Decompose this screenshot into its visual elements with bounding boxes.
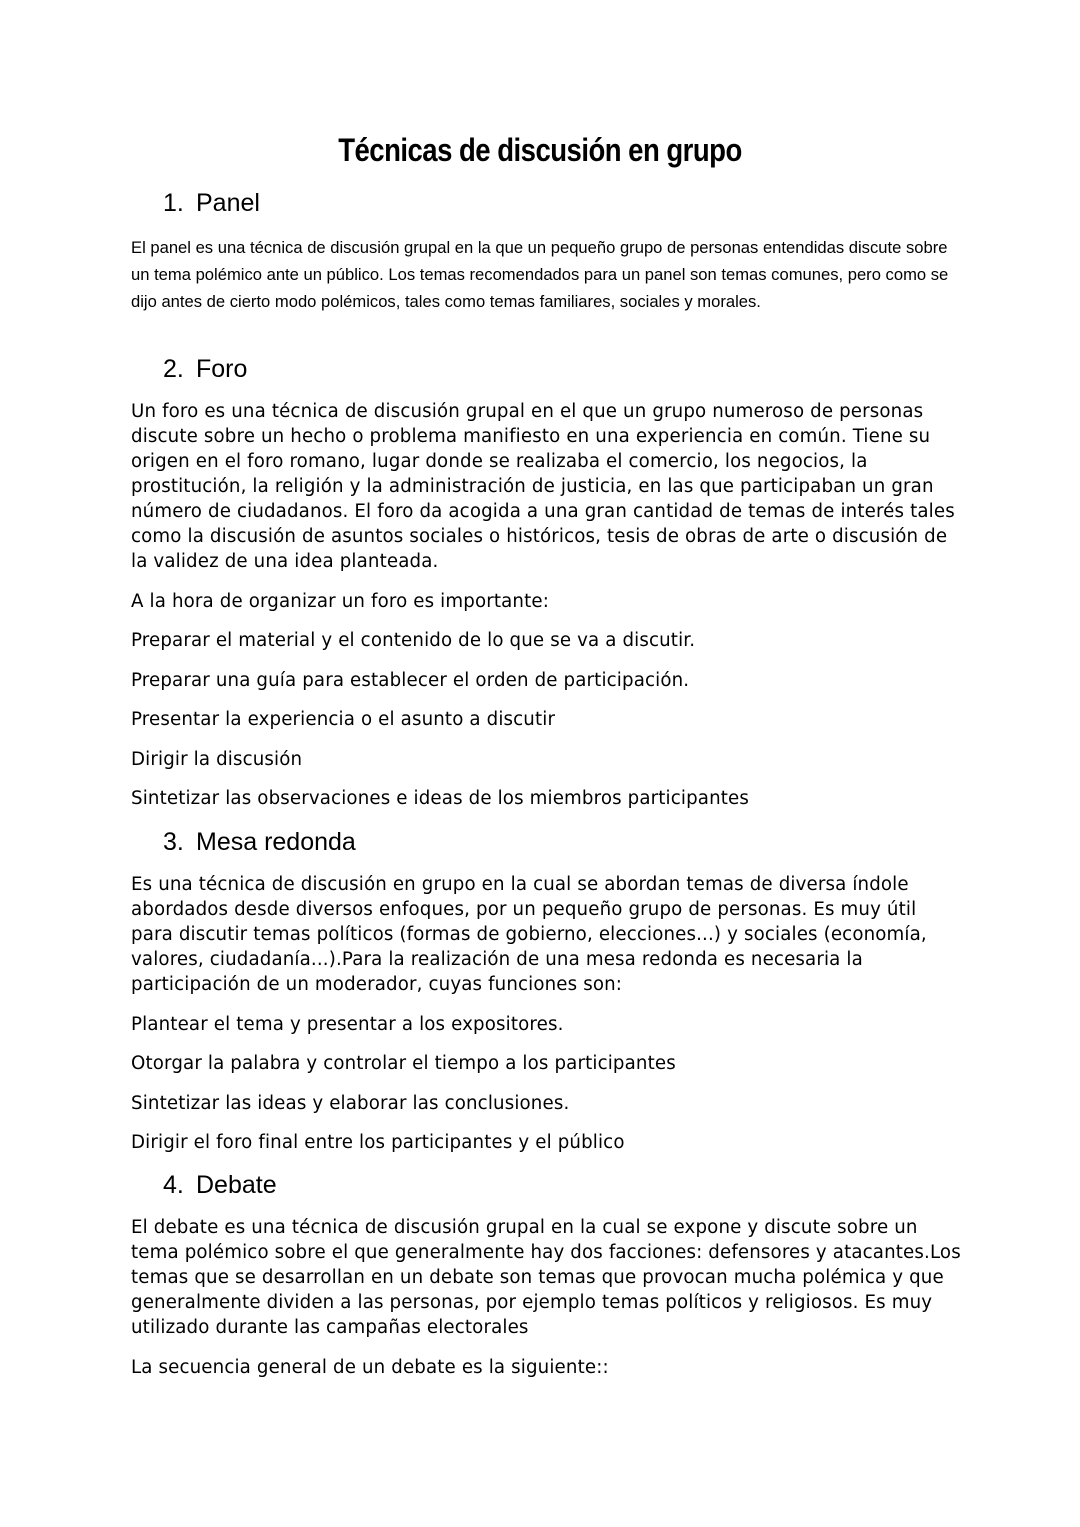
section-title: Mesa redonda — [196, 828, 356, 856]
panel-paragraph: El panel es una técnica de discusión grupal en la que un pequeño grupo de personas entendidas discute sobre un tema polémico ante un público. Los temas recomendados para un panel son temas comunes, pero como se dijo antes de cierto modo polémicos, tales como temas familiares, sociales y morales. — [131, 238, 949, 311]
debate-paragraph: El debate es una técnica de discusión grupal en la cual se expone y discute sobre un tema polémico sobre el que generalmente hay dos facciones: defensores y atacantes.Los temas que se desarrollan en un debate son temas que provocan mucha polémica y que generalmente dividen a las personas, por ejemplo temas políticos y religiosos. Es muy utilizado durante las campañas electorales — [131, 1217, 961, 1338]
debate-outro: La secuencia general de un debate es la siguiente:: — [131, 1357, 609, 1378]
section-title: Debate — [196, 1171, 277, 1199]
section-heading-debate — [163, 1169, 277, 1201]
section-number: 3. — [163, 828, 184, 856]
list-item: Preparar una guía para establecer el orden de participación. — [131, 670, 690, 691]
section-title: Foro — [196, 355, 248, 383]
list-item: Dirigir el foro final entre los participantes y el público — [131, 1132, 625, 1153]
list-item: Sintetizar las ideas y elaborar las conclusiones. — [131, 1093, 570, 1114]
foro-intro: A la hora de organizar un foro es importante: — [131, 591, 550, 612]
section-number: 2. — [163, 355, 184, 383]
list-item: Sintetizar las observaciones e ideas de los miembros participantes — [131, 788, 750, 809]
mesa-redonda-paragraph: Es una técnica de discusión en grupo en la cual se abordan temas de diversa índole abordados desde diversos enfoques, por un pequeño grupo de personas. Es muy útil para discutir temas políticos (formas de gobierno, elecciones...) y sociales (economía, valores, ciudadanía...).Para la realización de una mesa redonda es necesaria la participación de un moderador, cuyas funciones son: — [131, 874, 927, 995]
section-heading-foro — [163, 353, 247, 385]
list-item: Preparar el material y el contenido de lo que se va a discutir. — [131, 630, 696, 651]
list-item: Otorgar la palabra y controlar el tiempo a los participantes — [131, 1053, 676, 1074]
document-title: Técnicas de discusión en grupo — [338, 132, 742, 168]
foro-paragraph: Un foro es una técnica de discusión grupal en el que un grupo numeroso de personas discute sobre un hecho o problema manifiesto en una experiencia en común. Tiene su origen en el foro romano, lugar donde se realizaba el comercio, los negocios, la prostitución, la religión y la administración de justicia, en las que participaban un gran número de ciudadanos. El foro da acogida a una gran cantidad de temas de interés tales como la discusión de asuntos sociales o históricos, tesis de obras de arte o discusión de la validez de una idea planteada. — [131, 401, 955, 572]
section-title: Panel — [196, 189, 260, 217]
section-number: 4. — [163, 1171, 184, 1199]
list-item: Plantear el tema y presentar a los expositores. — [131, 1014, 564, 1035]
section-heading-panel — [163, 187, 260, 219]
section-number: 1. — [163, 189, 184, 217]
list-item: Presentar la experiencia o el asunto a discutir — [131, 709, 556, 730]
section-heading-mesa-redonda — [163, 826, 356, 858]
list-item: Dirigir la discusión — [131, 749, 303, 770]
